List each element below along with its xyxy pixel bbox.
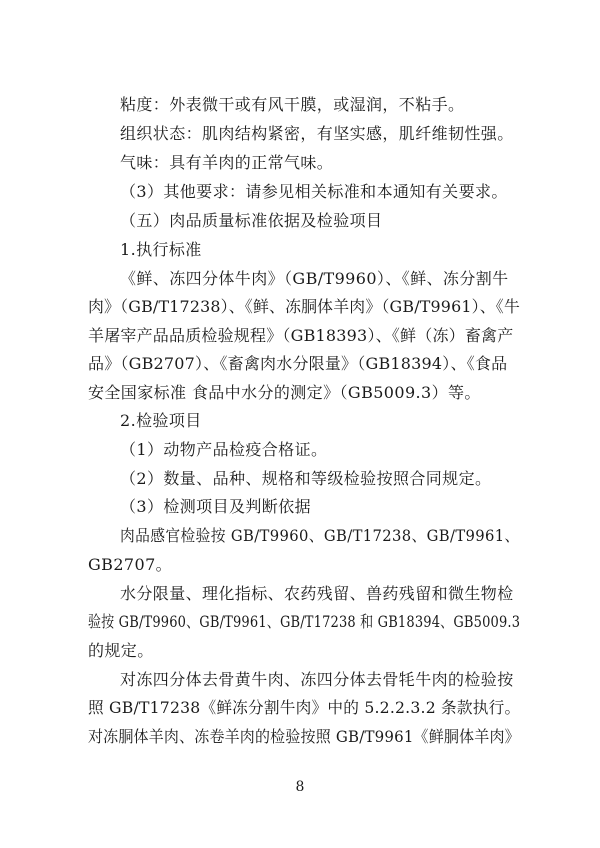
text-line-standards-3: 羊屠宰产品品质检验规程》（GB18393）、《鲜（冻）畜禽产: [88, 326, 514, 345]
page-number: 8: [295, 779, 305, 795]
text-line-item-1: （1）动物产品检疫合格证。: [120, 440, 328, 459]
text-line-moisture-1: 水分限量、理化指标、农药残留、兽药残留和微生物检: [120, 584, 514, 603]
subheading-standards: 1.执行标准: [120, 240, 202, 259]
text-line-beef-1: 对冻四分体去骨黄牛肉、冻四分体去骨牦牛肉的检验按: [120, 670, 514, 689]
subheading-inspection-items: 2.检验项目: [120, 411, 202, 430]
text-line-item-2: （2）数量、品种、规格和等级检验按照合同规定。: [120, 469, 492, 488]
text-line-odor: 气味：具有羊肉的正常气味。: [120, 153, 334, 172]
text-line-moisture-2: 验按 GB/T9960、GB/T9961、GB/T17238 和 GB18394、GB5009.3: [88, 612, 521, 631]
text-line-texture: 组织状态：肌肉结构紧密，有坚实感，肌纤维韧性强。: [120, 124, 514, 143]
text-line-standards-2: 肉》（GB/T17238）、《鲜、冻胴体羊肉》（GB/T9961）、《牛: [88, 297, 521, 316]
text-line-other-requirements: （3）其他要求：请参见相关标准和本通知有关要求。: [120, 182, 508, 201]
text-line-standards-4: 品》（GB2707）、《畜禽肉水分限量》（GB18394）、《食品: [88, 354, 508, 373]
section-heading-5: （五）肉品质量标准依据及检验项目: [120, 211, 383, 230]
text-line-viscosity: 粘度：外表微干或有风干膜，或湿润，不粘手。: [120, 95, 465, 114]
text-line-mutton: 对冻胴体羊肉、冻卷羊肉的检验按照 GB/T9961《鲜胴体羊肉》: [88, 727, 520, 746]
text-line-sensory-2: GB2707。: [88, 555, 173, 574]
text-line-sensory-1: 肉品感官检验按 GB/T9960、GB/T17238、GB/T9961、: [120, 526, 520, 545]
text-line-standards-1: 《鲜、冻四分体牛肉》（GB/T9960）、《鲜、冻分割牛: [120, 269, 509, 288]
text-line-moisture-3: 的规定。: [88, 641, 154, 660]
text-line-beef-2: 照 GB/T17238《鲜冻分割牛肉》中的 5.2.2.3.2 条款执行。: [88, 698, 521, 717]
text-line-item-3: （3）检测项目及判断依据: [120, 497, 311, 516]
text-line-standards-5: 安全国家标准 食品中水分的测定》（GB5009.3）等。: [88, 383, 481, 402]
